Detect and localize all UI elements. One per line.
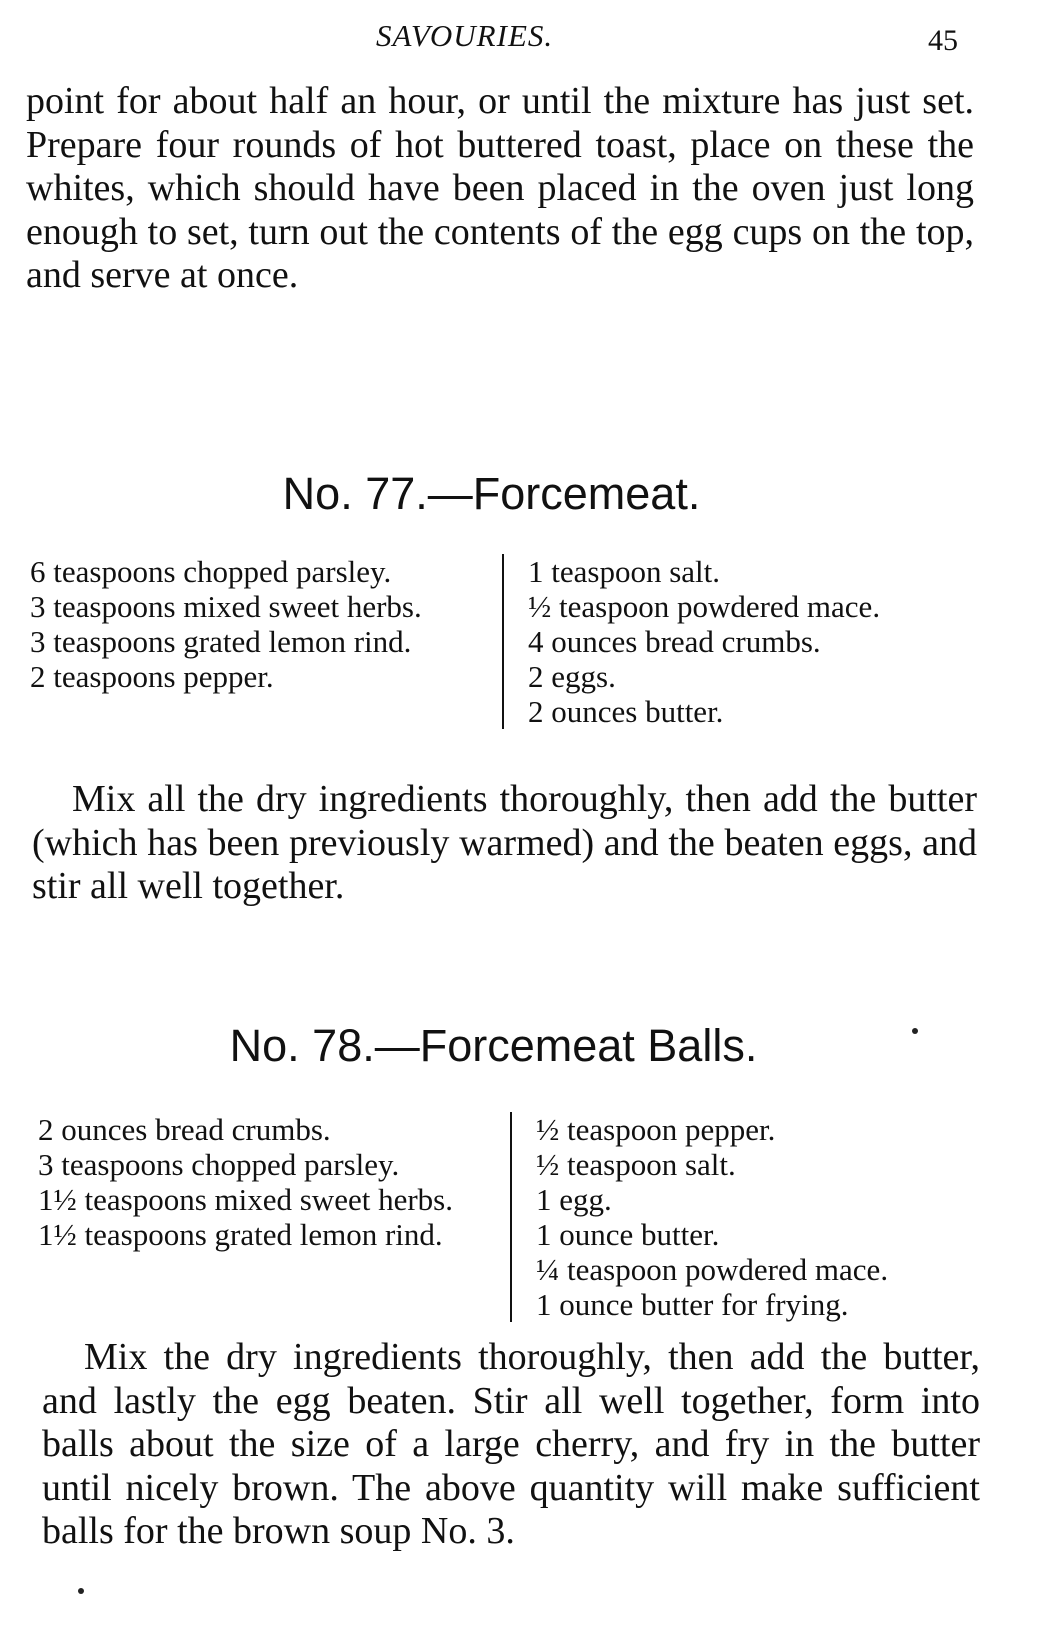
ingredient-item: 3 teaspoons grated lemon rind. bbox=[30, 624, 412, 659]
ingredient-item: 1½ teaspoons grated lemon rind. bbox=[38, 1217, 443, 1252]
recipe-78-ingredients bbox=[38, 1112, 976, 1322]
recipe-78-ingredients-left bbox=[38, 1112, 510, 1322]
ingredient-item: ½ teaspoon pepper. bbox=[536, 1112, 776, 1147]
ingredient-item: 3 teaspoons chopped parsley. bbox=[38, 1147, 400, 1182]
ingredient-item: 6 teaspoons chopped parsley. bbox=[30, 554, 392, 589]
ingredient-item: 4 ounces bread crumbs. bbox=[528, 624, 821, 659]
ingredient-item: ¼ teaspoon powdered mace. bbox=[536, 1252, 889, 1287]
recipe-78-title: No. 78.—Forcemeat Balls. bbox=[229, 1020, 758, 1071]
recipe-77-title: No. 77.—Forcemeat. bbox=[282, 468, 701, 519]
ingredient-item: ½ teaspoon powdered mace. bbox=[528, 589, 881, 624]
print-speck bbox=[78, 1588, 84, 1594]
ingredient-item: 1 teaspoon salt. bbox=[528, 554, 720, 589]
ingredient-item: 3 teaspoons mixed sweet herbs. bbox=[30, 589, 422, 624]
recipe-77-ingredients-right bbox=[504, 554, 968, 729]
continuation-paragraph: point for about half an hour, or until the mixture has just set. Prepare four rounds of hot buttered toast, place on these the whites, which should have been placed in the oven just long enough to set, turn out the contents of the egg cups on the top, and serve at once. bbox=[26, 80, 974, 296]
recipe-78-method: Mix the dry ingredients thoroughly, then add the butter, and lastly the egg beaten. Stir all well together, form into balls about the size of a large cherry, and fry in the butter until nicely brown. The above quantity will make sufficient balls for the brown soup No. 3. bbox=[42, 1336, 980, 1552]
ingredient-item: 2 ounces butter. bbox=[528, 694, 724, 729]
ingredient-item: 2 eggs. bbox=[528, 659, 616, 694]
ingredient-item: 2 ounces bread crumbs. bbox=[38, 1112, 331, 1147]
recipe-77-method: Mix all the dry ingredients thoroughly, then add the butter (which has been previously warmed) and the beaten eggs, and stir all well together. bbox=[32, 778, 977, 907]
ingredient-item: 1 egg. bbox=[536, 1182, 612, 1217]
running-title: SAVOURIES. bbox=[376, 18, 554, 53]
ingredient-item: 1 ounce butter. bbox=[536, 1217, 720, 1252]
ingredient-item: 1 ounce butter for frying. bbox=[536, 1287, 849, 1322]
ingredient-item: ½ teaspoon salt. bbox=[536, 1147, 736, 1182]
page-number: 45 bbox=[928, 24, 958, 57]
running-head bbox=[0, 18, 1047, 58]
recipe-78-ingredients-right bbox=[512, 1112, 976, 1322]
recipe-77-ingredients bbox=[30, 554, 968, 729]
recipe-77-ingredients-left bbox=[30, 554, 502, 729]
print-speck bbox=[912, 1028, 918, 1034]
ingredient-item: 1½ teaspoons mixed sweet herbs. bbox=[38, 1182, 453, 1217]
ingredient-item: 2 teaspoons pepper. bbox=[30, 659, 274, 694]
